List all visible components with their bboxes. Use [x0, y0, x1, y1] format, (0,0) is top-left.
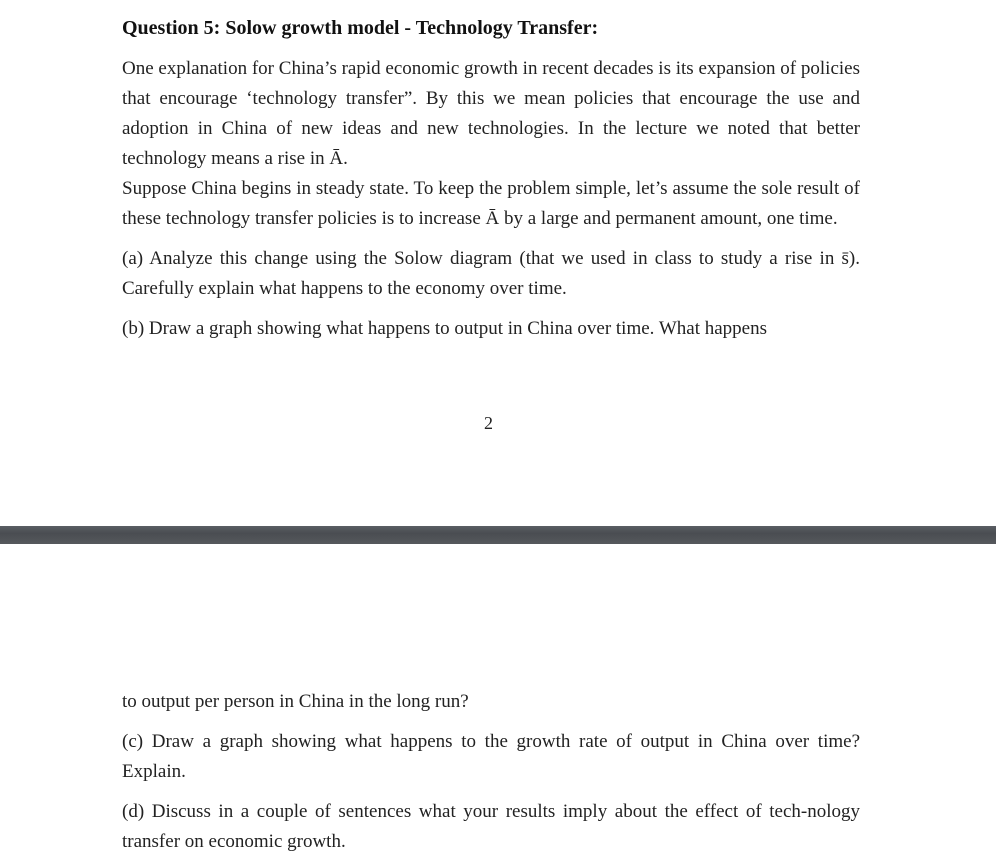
question-body: [122, 54, 860, 344]
page-separator: [0, 526, 996, 544]
page-number: 2: [484, 413, 493, 433]
intro-paragraph-2: Suppose China begins in steady state. To keep the problem simple, let’s assume the sole result of these technology transfer policies is to increase Ā by a large and permanent amount, one time.: [122, 178, 860, 229]
part-c-text: (c) Draw a graph showing what happens to the growth rate of output in China over time? Explain.: [122, 731, 860, 782]
document-page-3: [0, 544, 996, 860]
question-body-continued: [122, 687, 860, 857]
part-b-text-end: to output per person in China in the long run?: [122, 691, 469, 712]
part-a-text: (a) Analyze this change using the Solow diagram (that we used in class to study a rise in s̄). Carefully explain what happens to the economy over time.: [122, 248, 860, 299]
question-heading: Question 5: Solow growth model - Technology Transfer:: [122, 17, 599, 39]
intro-paragraph-1: One explanation for China’s rapid economic growth in recent decades is its expansion of policies that encourage ‘technology transfer”. By this we mean policies that encourage the use and adoption in China of new ideas and new technologies. In the lecture we noted that better technology means a rise in Ā.: [122, 58, 860, 169]
part-b-text-start: (b) Draw a graph showing what happens to output in China over time. What happens: [122, 318, 767, 339]
part-d-text: (d) Discuss in a couple of sentences what your results imply about the effect of tech-nology transfer on economic growth.: [122, 801, 860, 852]
